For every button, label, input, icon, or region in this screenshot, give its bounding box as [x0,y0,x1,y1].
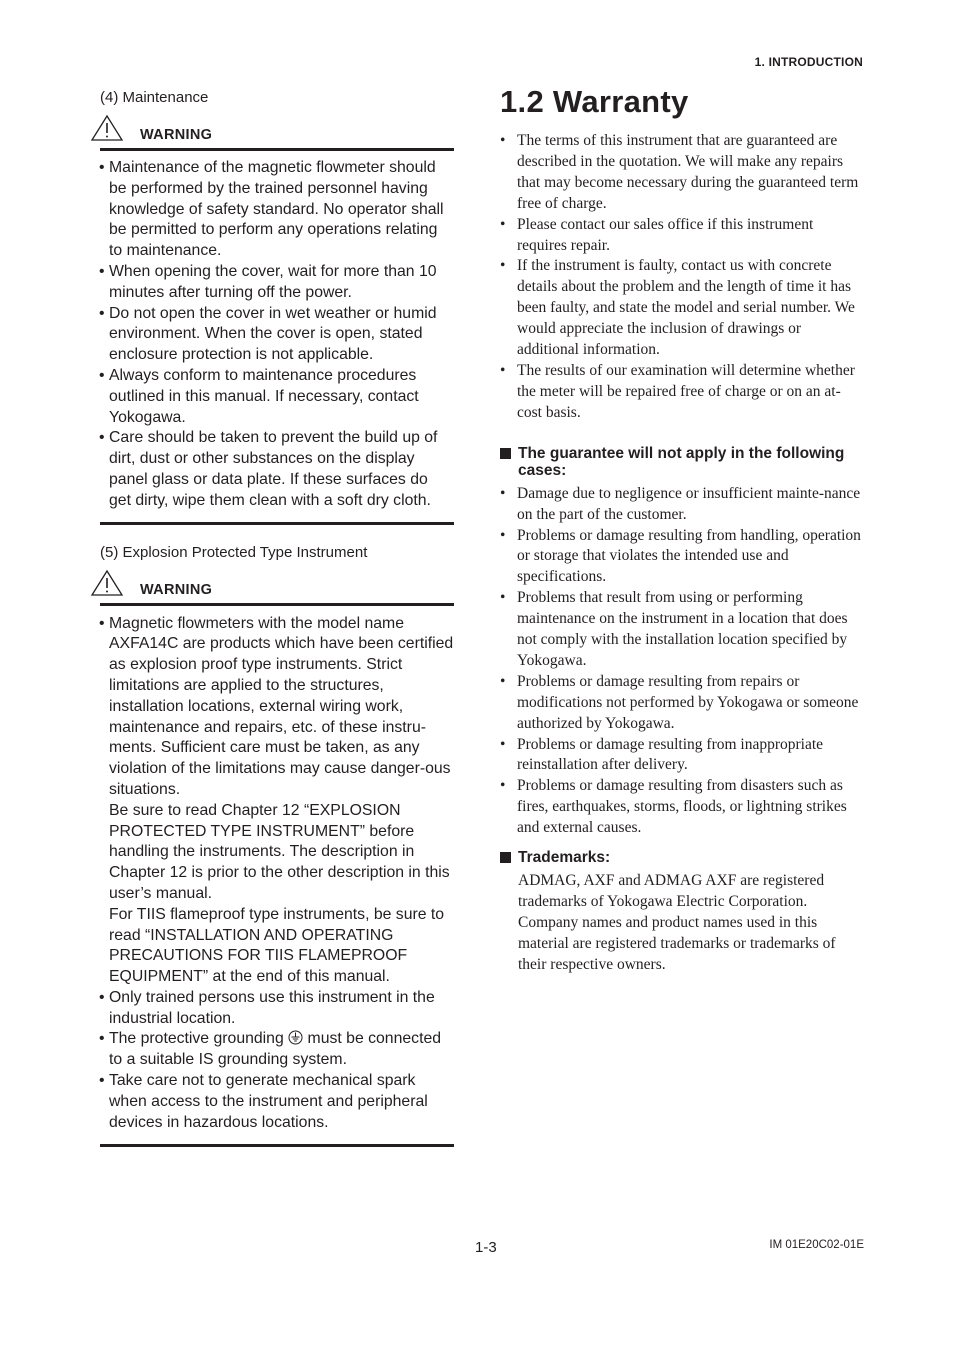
list-item: • When opening the cover, wait for more than 10 minutes after turning off the power. [100,262,454,304]
maintenance-warning-header [100,116,454,148]
explosion-item-paragraph: • Magnetic flowmeters with the model name AXFA14C are products which have been certified as explosion proof type instruments. Strict limitations are applied to the structures, installation locations, external wiring work, maintenance and repairs, etc. of these instru-ments. Sufficient care must be taken, as any violation of the limitations may cause danger-ous situations. [109,614,454,798]
guarantee-heading [500,445,864,479]
maintenance-label: (4) Maintenance [100,89,209,106]
list-item: • Problems or damage resulting from disasters such as fires, earthquakes, storms, floods, or lightning strikes and external causes. [500,776,864,839]
warning-top-rule [100,603,454,606]
list-item: • Damage due to negligence or insufficient mainte-nance on the part of the customer. [500,484,864,526]
list-item: • Always conform to maintenance procedures outlined in this manual. If necessary, contact Yokogawa. [100,366,454,428]
explosion-warning-list [100,614,454,1134]
warning-label: WARNING [140,127,213,143]
maintenance-warning-list [100,158,454,512]
warning-top-rule [100,148,454,151]
trademarks-text: ADMAG, AXF and ADMAG AXF are registered trademarks of Yokogawa Electric Corporation. Company names and product names used in this material are registered trademarks or trademarks of their respective owners. [518,872,836,973]
running-header: 1. INTRODUCTION [754,55,863,69]
square-bullet-icon [500,448,511,459]
list-item: • Take care not to generate mechanical spark when access to the instrument and peripheral devices in hazardous locations. [100,1071,454,1133]
list-item: • Problems that result from using or performing maintenance on the instrument in a location that does not comply with the installation location specified by Yokogawa. [500,588,864,672]
list-item: • Care should be taken to prevent the build up of dirt, dust or other substances on the display panel glass or data plate. If these surfaces do get dirty, wipe them clean with a soft dry cloth. [100,428,454,511]
list-item: • Do not open the cover in wet weather or humid environment. When the cover is open, stated enclosure protection is not applicable. [100,304,454,366]
warning-label: WARNING [140,581,213,598]
list-item [100,1029,454,1071]
explosion-item-paragraph: Be sure to read Chapter 12 “EXPLOSION PROTECTED TYPE INSTRUMENT” before handling the instruments. The description in Chapter 12 is prior to the other description in this user’s manual. [109,801,450,902]
section-title: 1.2 Warranty [500,84,689,119]
list-item: • Maintenance of the magnetic flowmeter should be performed by the trained personnel having knowledge of safety standard. No operator shall be permitted to perform any operations relating to maintenance. [100,158,454,262]
list-item: • Problems or damage resulting from handling, operation or storage that violates the intended use and specifications. [500,526,864,589]
warning-triangle-icon [90,114,124,142]
document-id: IM 01E20C02-01E [769,1239,864,1251]
list-item [100,614,454,988]
list-item: • The terms of this instrument that are guaranteed are described in the quotation. We will make any repairs that may become necessary during the guaranteed term free of charge. [500,131,864,215]
list-item: • The results of our examination will determine whether the meter will be repaired free of charge or on an at-cost basis. [500,361,864,424]
guarantee-list [500,484,864,839]
list-item: • Problems or damage resulting from repairs or modifications not performed by Yokogawa or someone authorized by Yokogawa. [500,672,864,735]
page-number: 1-3 [475,1239,497,1256]
explosion-item-paragraph: For TIIS flameproof type instruments, be sure to read “INSTALLATION AND OPERATING PRECAUTIONS FOR TIIS FLAMEPROOF EQUIPMENT” at the end of this manual. [109,905,445,986]
warning-bottom-rule [100,1144,454,1147]
warning-triangle-icon [90,569,124,597]
grounding-text-after: must be connected to a suitable IS grounding system. [109,1030,442,1069]
square-bullet-icon [500,852,511,863]
warranty-list [500,131,864,424]
left-column [100,88,454,1147]
list-item: • Please contact our sales office if this instrument requires repair. [500,215,864,257]
trademarks-heading-text: Trademarks: [518,849,611,867]
protective-ground-icon [288,1030,303,1045]
list-item: • If the instrument is faulty, contact us with concrete details about the problem and the length of time it has been faulty, and state the model and serial number. We would appreciate the inclusion of drawings or additional information. [500,256,864,361]
explosion-warning-header [100,571,454,603]
right-column [500,84,864,976]
grounding-text-before: The protective grounding [109,1030,289,1048]
warning-bottom-rule [100,522,454,525]
list-item: • Only trained persons use this instrument in the industrial location. [100,988,454,1030]
guarantee-heading-text: The guarantee will not apply in the following cases: [518,444,845,479]
list-item: • Problems or damage resulting from inappropriate reinstallation after delivery. [500,735,864,777]
trademarks-heading [500,849,864,866]
explosion-label: (5) Explosion Protected Type Instrument [100,543,368,561]
